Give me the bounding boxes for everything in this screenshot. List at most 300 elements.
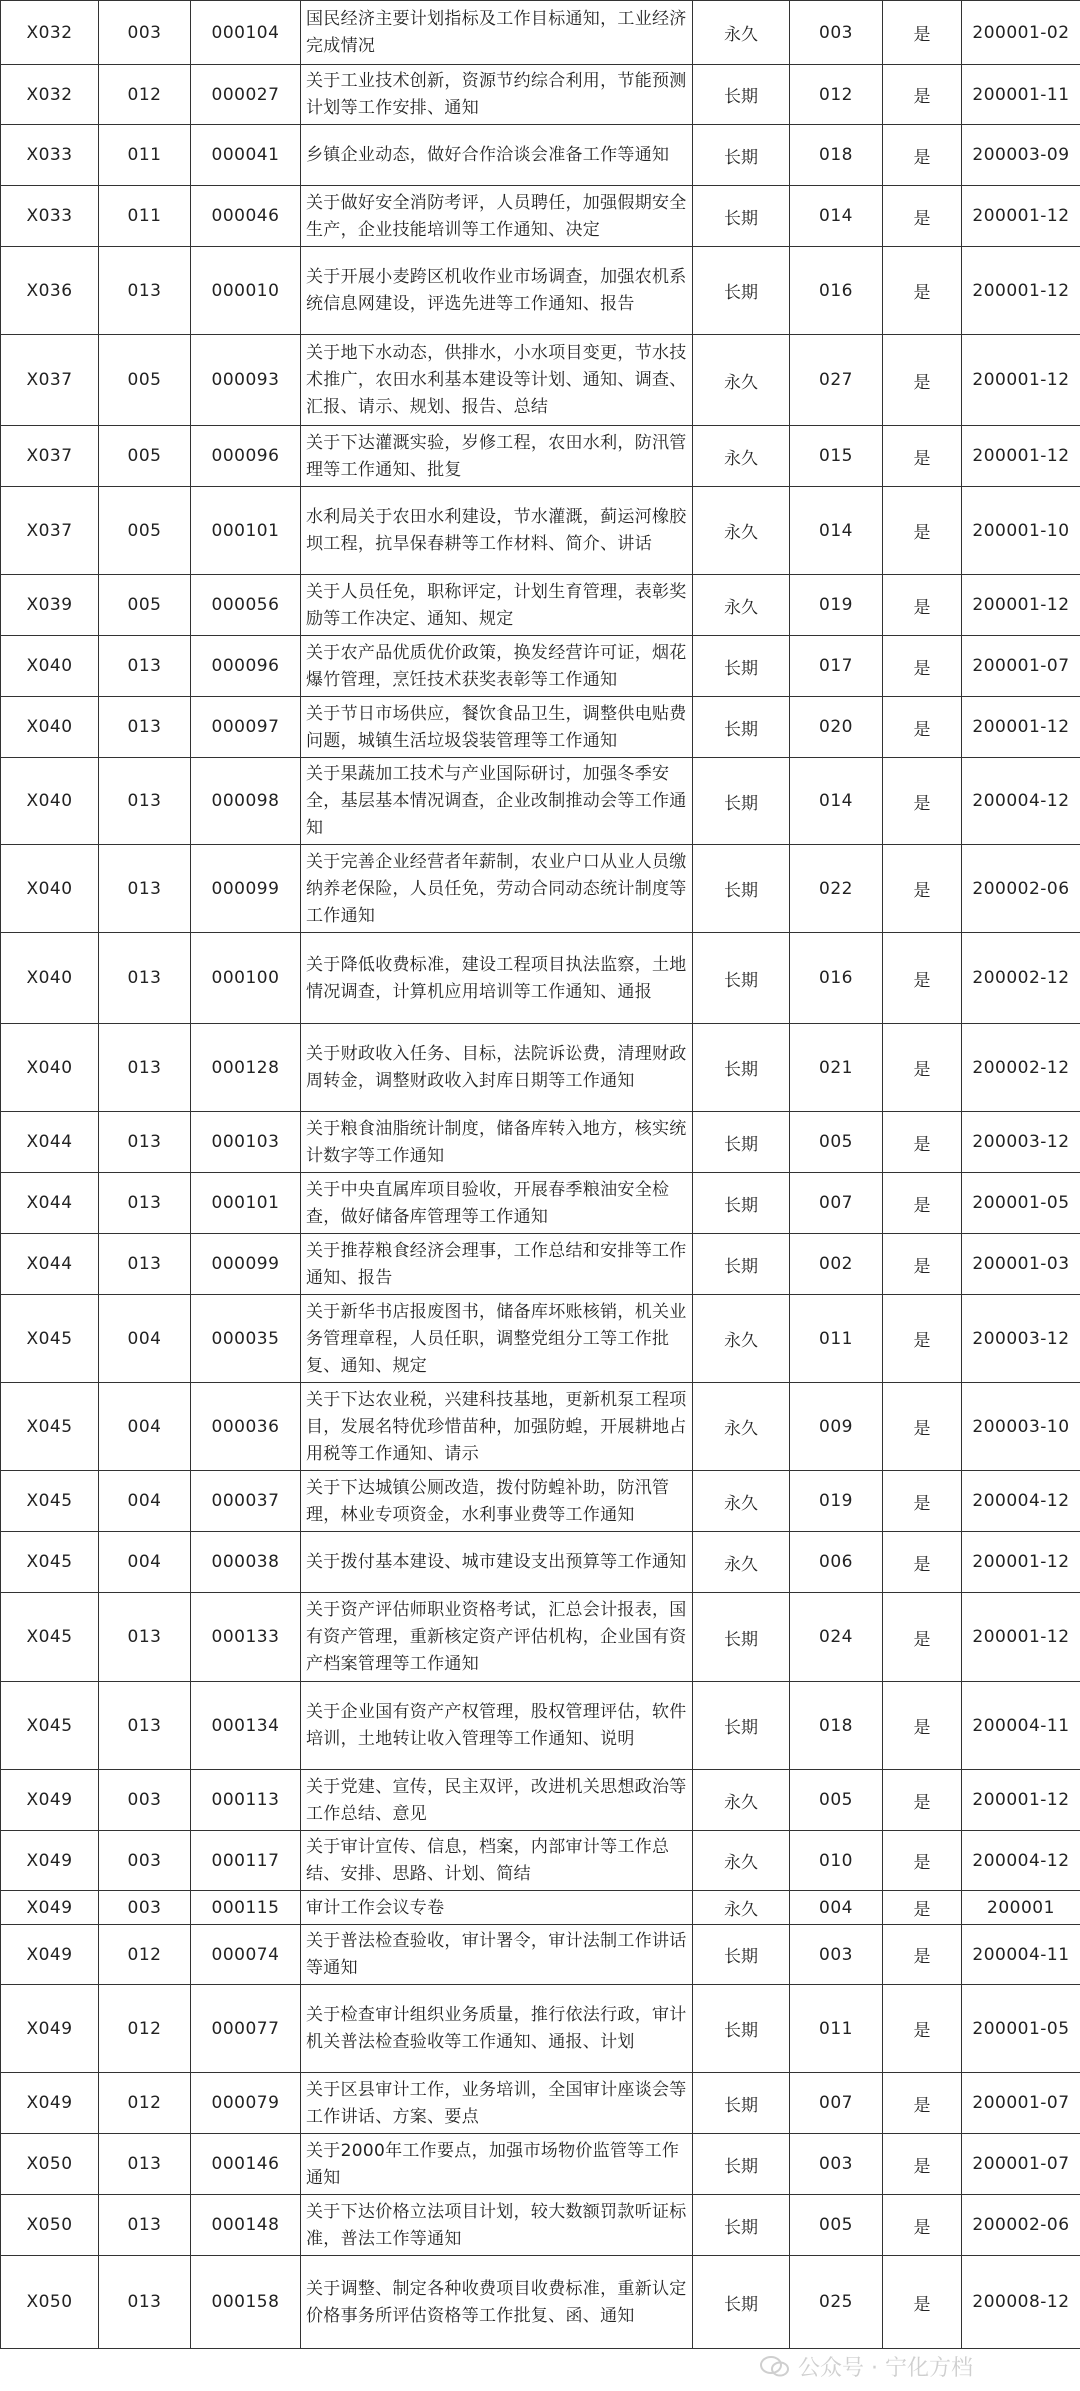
catalog-number-cell: 013 xyxy=(99,2134,191,2195)
open-flag-cell: 是 xyxy=(883,1,962,65)
volume-number-cell: 000148 xyxy=(191,2195,301,2256)
catalog-number-cell: 013 xyxy=(99,2256,191,2349)
title-cell: 关于地下水动态，供排水，小水项目变更，节水技术推广，农田水利基本建设等计划、通知、调查、汇报、请示、规划、报告、总结 xyxy=(301,335,693,426)
date-cell: 200001-12 xyxy=(962,575,1080,636)
page-count-cell: 022 xyxy=(790,845,883,933)
open-flag-cell: 是 xyxy=(883,697,962,758)
category-code-cell: X040 xyxy=(1,758,99,845)
catalog-number-cell: 013 xyxy=(99,636,191,697)
date-cell: 200001-03 xyxy=(962,1234,1080,1295)
table-row xyxy=(1,2195,1080,2256)
volume-number-cell: 000037 xyxy=(191,1471,301,1532)
table-row xyxy=(1,247,1080,335)
page-count-cell: 009 xyxy=(790,1383,883,1471)
category-code-cell: X036 xyxy=(1,247,99,335)
page-count-cell: 024 xyxy=(790,1593,883,1682)
open-flag-cell: 是 xyxy=(883,65,962,125)
page-count-cell: 011 xyxy=(790,1985,883,2073)
page-count-cell: 012 xyxy=(790,65,883,125)
category-code-cell: X032 xyxy=(1,65,99,125)
category-code-cell: X040 xyxy=(1,1024,99,1112)
open-flag-cell: 是 xyxy=(883,758,962,845)
date-cell: 200001-05 xyxy=(962,1985,1080,2073)
volume-number-cell: 000036 xyxy=(191,1383,301,1471)
title-cell: 关于粮食油脂统计制度，储备库转入地方，核实统计数字等工作通知 xyxy=(301,1112,693,1173)
title-cell: 关于中央直属库项目验收，开展春季粮油安全检查，做好储备库管理等工作通知 xyxy=(301,1173,693,1234)
title-cell: 关于下达城镇公厕改造，拨付防蝗补助，防汛管理，林业专项资金，水利事业费等工作通知 xyxy=(301,1471,693,1532)
date-cell: 200001-12 xyxy=(962,1770,1080,1831)
catalog-number-cell: 011 xyxy=(99,186,191,247)
title-cell: 审计工作会议专卷 xyxy=(301,1891,693,1925)
volume-number-cell: 000117 xyxy=(191,1831,301,1891)
catalog-number-cell: 012 xyxy=(99,1985,191,2073)
volume-number-cell: 000041 xyxy=(191,125,301,186)
catalog-number-cell: 013 xyxy=(99,758,191,845)
date-cell: 200001-11 xyxy=(962,65,1080,125)
catalog-number-cell: 003 xyxy=(99,1891,191,1925)
table-row xyxy=(1,1112,1080,1173)
title-cell: 关于资产评估师职业资格考试，汇总会计报表，国有资产管理，重新核定资产评估机构，企业国有资产档案管理等工作通知 xyxy=(301,1593,693,1682)
title-cell: 关于下达农业税，兴建科技基地，更新机泵工程项目，发展名特优珍惜苗种，加强防蝗，开展耕地占用税等工作通知、请示 xyxy=(301,1383,693,1471)
table-row xyxy=(1,1024,1080,1112)
title-cell: 关于普法检查验收，审计署令，审计法制工作讲话等通知 xyxy=(301,1925,693,1985)
page-count-cell: 014 xyxy=(790,487,883,575)
retention-period-cell: 长期 xyxy=(693,1985,790,2073)
catalog-number-cell: 004 xyxy=(99,1471,191,1532)
retention-period-cell: 长期 xyxy=(693,636,790,697)
catalog-number-cell: 013 xyxy=(99,845,191,933)
table-row xyxy=(1,1891,1080,1925)
page-count-cell: 007 xyxy=(790,2073,883,2134)
date-cell: 200004-12 xyxy=(962,1471,1080,1532)
title-cell: 关于企业国有资产产权管理，股权管理评估，软件培训，土地转让收入管理等工作通知、说明 xyxy=(301,1682,693,1770)
volume-number-cell: 000046 xyxy=(191,186,301,247)
date-cell: 200002-12 xyxy=(962,933,1080,1024)
open-flag-cell: 是 xyxy=(883,933,962,1024)
date-cell: 200001-12 xyxy=(962,697,1080,758)
date-cell: 200001-12 xyxy=(962,426,1080,487)
retention-period-cell: 永久 xyxy=(693,1471,790,1532)
title-cell: 关于工业技术创新，资源节约综合利用，节能预测计划等工作安排、通知 xyxy=(301,65,693,125)
category-code-cell: X040 xyxy=(1,933,99,1024)
volume-number-cell: 000113 xyxy=(191,1770,301,1831)
date-cell: 200008-12 xyxy=(962,2256,1080,2349)
volume-number-cell: 000104 xyxy=(191,1,301,65)
open-flag-cell: 是 xyxy=(883,1383,962,1471)
category-code-cell: X045 xyxy=(1,1295,99,1383)
title-cell: 关于2000年工作要点，加强市场物价监管等工作通知 xyxy=(301,2134,693,2195)
table-row xyxy=(1,575,1080,636)
page-count-cell: 002 xyxy=(790,1234,883,1295)
table-row xyxy=(1,2134,1080,2195)
category-code-cell: X050 xyxy=(1,2134,99,2195)
catalog-number-cell: 013 xyxy=(99,2195,191,2256)
table-row xyxy=(1,1532,1080,1593)
retention-period-cell: 长期 xyxy=(693,1682,790,1770)
volume-number-cell: 000079 xyxy=(191,2073,301,2134)
open-flag-cell: 是 xyxy=(883,636,962,697)
table-row xyxy=(1,2256,1080,2349)
date-cell: 200004-11 xyxy=(962,1682,1080,1770)
retention-period-cell: 长期 xyxy=(693,933,790,1024)
catalog-number-cell: 005 xyxy=(99,335,191,426)
retention-period-cell: 长期 xyxy=(693,247,790,335)
page-count-cell: 027 xyxy=(790,335,883,426)
page-count-cell: 007 xyxy=(790,1173,883,1234)
catalog-number-cell: 004 xyxy=(99,1383,191,1471)
table-row xyxy=(1,1925,1080,1985)
page-count-cell: 019 xyxy=(790,575,883,636)
table-row xyxy=(1,1383,1080,1471)
category-code-cell: X040 xyxy=(1,697,99,758)
retention-period-cell: 永久 xyxy=(693,575,790,636)
retention-period-cell: 长期 xyxy=(693,2134,790,2195)
page-count-cell: 017 xyxy=(790,636,883,697)
catalog-number-cell: 012 xyxy=(99,2073,191,2134)
retention-period-cell: 长期 xyxy=(693,2073,790,2134)
table-row xyxy=(1,758,1080,845)
page-count-cell: 011 xyxy=(790,1295,883,1383)
date-cell: 200003-10 xyxy=(962,1383,1080,1471)
table-row xyxy=(1,487,1080,575)
catalog-number-cell: 004 xyxy=(99,1532,191,1593)
table-row xyxy=(1,1682,1080,1770)
title-cell: 关于完善企业经营者年薪制，农业户口从业人员缴纳养老保险，人员任免，劳动合同动态统计制度等工作通知 xyxy=(301,845,693,933)
table-row xyxy=(1,933,1080,1024)
category-code-cell: X037 xyxy=(1,487,99,575)
category-code-cell: X049 xyxy=(1,1831,99,1891)
retention-period-cell: 长期 xyxy=(693,1234,790,1295)
open-flag-cell: 是 xyxy=(883,186,962,247)
retention-period-cell: 永久 xyxy=(693,1831,790,1891)
date-cell: 200001-12 xyxy=(962,335,1080,426)
open-flag-cell: 是 xyxy=(883,1471,962,1532)
volume-number-cell: 000096 xyxy=(191,426,301,487)
title-cell: 关于果蔬加工技术与产业国际研讨，加强冬季安全，基层基本情况调查，企业改制推动会等工作通知 xyxy=(301,758,693,845)
category-code-cell: X045 xyxy=(1,1532,99,1593)
retention-period-cell: 长期 xyxy=(693,845,790,933)
title-cell: 关于降低收费标准，建设工程项目执法监察，土地情况调查，计算机应用培训等工作通知、通报 xyxy=(301,933,693,1024)
open-flag-cell: 是 xyxy=(883,1925,962,1985)
category-code-cell: X045 xyxy=(1,1682,99,1770)
title-cell: 关于党建、宣传，民主双评，改进机关思想政治等工作总结、意见 xyxy=(301,1770,693,1831)
category-code-cell: X045 xyxy=(1,1471,99,1532)
date-cell: 200002-06 xyxy=(962,2195,1080,2256)
volume-number-cell: 000158 xyxy=(191,2256,301,2349)
date-cell: 200001-07 xyxy=(962,2134,1080,2195)
category-code-cell: X045 xyxy=(1,1593,99,1682)
retention-period-cell: 长期 xyxy=(693,1112,790,1173)
title-cell: 关于下达灌溉实验，岁修工程，农田水利，防汛管理等工作通知、批复 xyxy=(301,426,693,487)
page-count-cell: 019 xyxy=(790,1471,883,1532)
date-cell: 200004-12 xyxy=(962,1831,1080,1891)
title-cell: 关于财政收入任务、目标，法院诉讼费，清理财政周转金，调整财政收入封库日期等工作通知 xyxy=(301,1024,693,1112)
open-flag-cell: 是 xyxy=(883,247,962,335)
open-flag-cell: 是 xyxy=(883,1234,962,1295)
category-code-cell: X049 xyxy=(1,1891,99,1925)
page-count-cell: 003 xyxy=(790,1,883,65)
volume-number-cell: 000128 xyxy=(191,1024,301,1112)
category-code-cell: X040 xyxy=(1,845,99,933)
open-flag-cell: 是 xyxy=(883,1985,962,2073)
open-flag-cell: 是 xyxy=(883,2073,962,2134)
table-row xyxy=(1,335,1080,426)
catalog-number-cell: 004 xyxy=(99,1295,191,1383)
open-flag-cell: 是 xyxy=(883,1112,962,1173)
open-flag-cell: 是 xyxy=(883,1593,962,1682)
page-count-cell: 003 xyxy=(790,2134,883,2195)
title-cell: 关于下达价格立法项目计划，较大数额罚款听证标准，普法工作等通知 xyxy=(301,2195,693,2256)
title-cell: 关于审计宣传、信息，档案，内部审计等工作总结、安排、思路、计划、简结 xyxy=(301,1831,693,1891)
category-code-cell: X049 xyxy=(1,1770,99,1831)
title-cell: 关于检查审计组织业务质量，推行依法行政，审计机关普法检查验收等工作通知、通报、计划 xyxy=(301,1985,693,2073)
category-code-cell: X050 xyxy=(1,2256,99,2349)
title-cell: 关于农产品优质优价政策，换发经营许可证，烟花爆竹管理，烹饪技术获奖表彰等工作通知 xyxy=(301,636,693,697)
table-row xyxy=(1,636,1080,697)
page-count-cell: 018 xyxy=(790,125,883,186)
volume-number-cell: 000099 xyxy=(191,1234,301,1295)
page-count-cell: 025 xyxy=(790,2256,883,2349)
title-cell: 关于区县审计工作，业务培训，全国审计座谈会等工作讲话、方案、要点 xyxy=(301,2073,693,2134)
category-code-cell: X044 xyxy=(1,1173,99,1234)
volume-number-cell: 000100 xyxy=(191,933,301,1024)
volume-number-cell: 000074 xyxy=(191,1925,301,1985)
table-row xyxy=(1,426,1080,487)
table-row xyxy=(1,1985,1080,2073)
page-count-cell: 005 xyxy=(790,2195,883,2256)
open-flag-cell: 是 xyxy=(883,1682,962,1770)
volume-number-cell: 000146 xyxy=(191,2134,301,2195)
table-row xyxy=(1,65,1080,125)
catalog-number-cell: 003 xyxy=(99,1770,191,1831)
catalog-number-cell: 013 xyxy=(99,1682,191,1770)
catalog-number-cell: 013 xyxy=(99,1173,191,1234)
category-code-cell: X049 xyxy=(1,1985,99,2073)
catalog-number-cell: 013 xyxy=(99,1593,191,1682)
catalog-number-cell: 013 xyxy=(99,697,191,758)
category-code-cell: X037 xyxy=(1,426,99,487)
catalog-number-cell: 012 xyxy=(99,1925,191,1985)
table-row xyxy=(1,1295,1080,1383)
page-count-cell: 005 xyxy=(790,1112,883,1173)
open-flag-cell: 是 xyxy=(883,575,962,636)
table-row xyxy=(1,125,1080,186)
title-cell: 乡镇企业动态，做好合作洽谈会准备工作等通知 xyxy=(301,125,693,186)
category-code-cell: X044 xyxy=(1,1112,99,1173)
catalog-number-cell: 005 xyxy=(99,426,191,487)
retention-period-cell: 永久 xyxy=(693,1383,790,1471)
retention-period-cell: 永久 xyxy=(693,1770,790,1831)
watermark xyxy=(760,2351,973,2382)
open-flag-cell: 是 xyxy=(883,2256,962,2349)
page-count-cell: 020 xyxy=(790,697,883,758)
table-row xyxy=(1,697,1080,758)
title-cell: 关于做好安全消防考评，人员聘任，加强假期安全生产，企业技能培训等工作通知、决定 xyxy=(301,186,693,247)
page-count-cell: 021 xyxy=(790,1024,883,1112)
category-code-cell: X049 xyxy=(1,1925,99,1985)
open-flag-cell: 是 xyxy=(883,2195,962,2256)
table-row xyxy=(1,1831,1080,1891)
volume-number-cell: 000010 xyxy=(191,247,301,335)
title-cell: 关于推荐粮食经济会理事，工作总结和安排等工作通知、报告 xyxy=(301,1234,693,1295)
date-cell: 200003-12 xyxy=(962,1295,1080,1383)
catalog-number-cell: 011 xyxy=(99,125,191,186)
title-cell: 关于开展小麦跨区机收作业市场调查，加强农机系统信息网建设，评选先进等工作通知、报告 xyxy=(301,247,693,335)
retention-period-cell: 永久 xyxy=(693,1,790,65)
open-flag-cell: 是 xyxy=(883,487,962,575)
date-cell: 200003-12 xyxy=(962,1112,1080,1173)
title-cell: 关于拨付基本建设、城市建设支出预算等工作通知 xyxy=(301,1532,693,1593)
retention-period-cell: 长期 xyxy=(693,2256,790,2349)
volume-number-cell: 000134 xyxy=(191,1682,301,1770)
page-count-cell: 005 xyxy=(790,1770,883,1831)
table-row xyxy=(1,1471,1080,1532)
open-flag-cell: 是 xyxy=(883,1532,962,1593)
retention-period-cell: 永久 xyxy=(693,335,790,426)
open-flag-cell: 是 xyxy=(883,426,962,487)
volume-number-cell: 000133 xyxy=(191,1593,301,1682)
date-cell: 200001-05 xyxy=(962,1173,1080,1234)
catalog-number-cell: 013 xyxy=(99,1112,191,1173)
date-cell: 200001-12 xyxy=(962,1532,1080,1593)
wechat-icon xyxy=(760,2356,790,2378)
table-body xyxy=(1,1,1080,2349)
title-cell: 关于人员任免，职称评定，计划生育管理，表彰奖励等工作决定、通知、规定 xyxy=(301,575,693,636)
page-count-cell: 016 xyxy=(790,247,883,335)
page-count-cell: 004 xyxy=(790,1891,883,1925)
volume-number-cell: 000097 xyxy=(191,697,301,758)
catalog-number-cell: 013 xyxy=(99,1234,191,1295)
volume-number-cell: 000027 xyxy=(191,65,301,125)
open-flag-cell: 是 xyxy=(883,1891,962,1925)
category-code-cell: X050 xyxy=(1,2195,99,2256)
volume-number-cell: 000101 xyxy=(191,1173,301,1234)
date-cell: 200001-10 xyxy=(962,487,1080,575)
retention-period-cell: 长期 xyxy=(693,125,790,186)
catalog-number-cell: 003 xyxy=(99,1,191,65)
date-cell: 200002-06 xyxy=(962,845,1080,933)
open-flag-cell: 是 xyxy=(883,335,962,426)
retention-period-cell: 长期 xyxy=(693,758,790,845)
title-cell: 国民经济主要计划指标及工作目标通知，工业经济完成情况 xyxy=(301,1,693,65)
open-flag-cell: 是 xyxy=(883,125,962,186)
table-row xyxy=(1,2073,1080,2134)
category-code-cell: X044 xyxy=(1,1234,99,1295)
table-row xyxy=(1,1234,1080,1295)
retention-period-cell: 长期 xyxy=(693,186,790,247)
volume-number-cell: 000098 xyxy=(191,758,301,845)
title-cell: 水利局关于农田水利建设，节水灌溉，蓟运河橡胶坝工程，抗旱保春耕等工作材料、简介、讲话 xyxy=(301,487,693,575)
open-flag-cell: 是 xyxy=(883,2134,962,2195)
open-flag-cell: 是 xyxy=(883,1831,962,1891)
page-count-cell: 018 xyxy=(790,1682,883,1770)
date-cell: 200001-12 xyxy=(962,186,1080,247)
date-cell: 200001-12 xyxy=(962,247,1080,335)
open-flag-cell: 是 xyxy=(883,845,962,933)
retention-period-cell: 永久 xyxy=(693,1891,790,1925)
retention-period-cell: 永久 xyxy=(693,1532,790,1593)
date-cell: 200003-09 xyxy=(962,125,1080,186)
catalog-number-cell: 003 xyxy=(99,1831,191,1891)
date-cell: 200001 xyxy=(962,1891,1080,1925)
volume-number-cell: 000093 xyxy=(191,335,301,426)
open-flag-cell: 是 xyxy=(883,1024,962,1112)
date-cell: 200001-02 xyxy=(962,1,1080,65)
volume-number-cell: 000056 xyxy=(191,575,301,636)
volume-number-cell: 000115 xyxy=(191,1891,301,1925)
date-cell: 200004-11 xyxy=(962,1925,1080,1985)
page-count-cell: 014 xyxy=(790,758,883,845)
catalog-number-cell: 005 xyxy=(99,575,191,636)
category-code-cell: X045 xyxy=(1,1383,99,1471)
page-count-cell: 006 xyxy=(790,1532,883,1593)
page-count-cell: 010 xyxy=(790,1831,883,1891)
category-code-cell: X049 xyxy=(1,2073,99,2134)
date-cell: 200002-12 xyxy=(962,1024,1080,1112)
page-count-cell: 015 xyxy=(790,426,883,487)
retention-period-cell: 永久 xyxy=(693,426,790,487)
retention-period-cell: 长期 xyxy=(693,1173,790,1234)
title-cell: 关于新华书店报废图书，储备库坏账核销，机关业务管理章程，人员任职，调整党组分工等工作批复、通知、规定 xyxy=(301,1295,693,1383)
volume-number-cell: 000038 xyxy=(191,1532,301,1593)
date-cell: 200001-12 xyxy=(962,1593,1080,1682)
retention-period-cell: 长期 xyxy=(693,1593,790,1682)
catalog-number-cell: 013 xyxy=(99,247,191,335)
retention-period-cell: 长期 xyxy=(693,2195,790,2256)
date-cell: 200001-07 xyxy=(962,2073,1080,2134)
retention-period-cell: 长期 xyxy=(693,697,790,758)
category-code-cell: X033 xyxy=(1,125,99,186)
date-cell: 200004-12 xyxy=(962,758,1080,845)
table-row xyxy=(1,186,1080,247)
open-flag-cell: 是 xyxy=(883,1770,962,1831)
date-cell: 200001-07 xyxy=(962,636,1080,697)
open-flag-cell: 是 xyxy=(883,1173,962,1234)
category-code-cell: X040 xyxy=(1,636,99,697)
retention-period-cell: 永久 xyxy=(693,1295,790,1383)
volume-number-cell: 000099 xyxy=(191,845,301,933)
table-row xyxy=(1,1173,1080,1234)
volume-number-cell: 000077 xyxy=(191,1985,301,2073)
category-code-cell: X032 xyxy=(1,1,99,65)
category-code-cell: X037 xyxy=(1,335,99,426)
table-row xyxy=(1,845,1080,933)
volume-number-cell: 000101 xyxy=(191,487,301,575)
catalog-number-cell: 013 xyxy=(99,933,191,1024)
catalog-number-cell: 013 xyxy=(99,1024,191,1112)
retention-period-cell: 永久 xyxy=(693,487,790,575)
table-row xyxy=(1,1,1080,65)
watermark-text: 公众号 · 宁化方档 xyxy=(798,2356,973,2381)
page-count-cell: 016 xyxy=(790,933,883,1024)
page-count-cell: 014 xyxy=(790,186,883,247)
retention-period-cell: 长期 xyxy=(693,1925,790,1985)
catalog-number-cell: 012 xyxy=(99,65,191,125)
category-code-cell: X033 xyxy=(1,186,99,247)
retention-period-cell: 长期 xyxy=(693,65,790,125)
table-row xyxy=(1,1593,1080,1682)
catalog-number-cell: 005 xyxy=(99,487,191,575)
volume-number-cell: 000103 xyxy=(191,1112,301,1173)
volume-number-cell: 000035 xyxy=(191,1295,301,1383)
page-count-cell: 003 xyxy=(790,1925,883,1985)
volume-number-cell: 000096 xyxy=(191,636,301,697)
title-cell: 关于调整、制定各种收费项目收费标准，重新认定价格事务所评估资格等工作批复、函、通知 xyxy=(301,2256,693,2349)
retention-period-cell: 长期 xyxy=(693,1024,790,1112)
table-row xyxy=(1,1770,1080,1831)
title-cell: 关于节日市场供应，餐饮食品卫生，调整供电贴费问题，城镇生活垃圾袋装管理等工作通知 xyxy=(301,697,693,758)
category-code-cell: X039 xyxy=(1,575,99,636)
